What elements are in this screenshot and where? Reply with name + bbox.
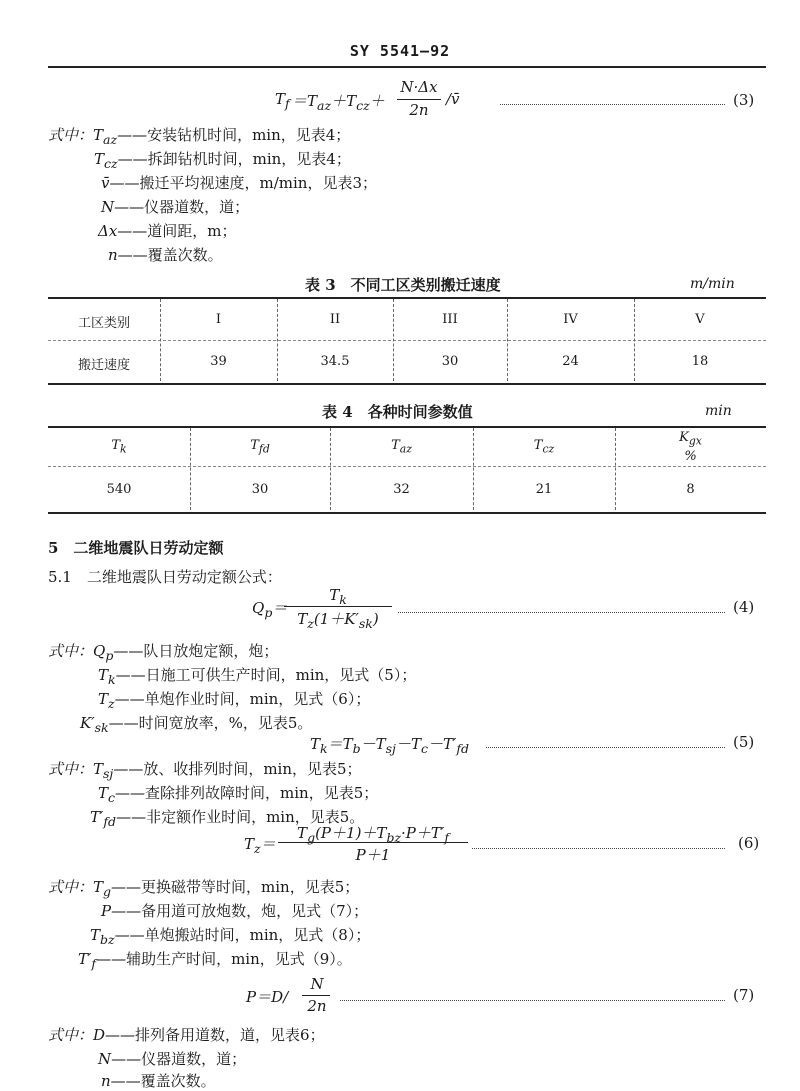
table4-cell: 8 bbox=[686, 482, 695, 497]
def-t-fd: $T'_{fd}——$非定额作业时间，min，见表5。 bbox=[90, 808, 365, 829]
def-t-k: $T_k——$日施工可供生产时间，min，见式（5）； bbox=[98, 666, 417, 687]
table3-row-label: 搬迁速度 bbox=[77, 358, 130, 373]
eq5-leader bbox=[486, 747, 725, 748]
eq3-number: (3) bbox=[733, 91, 755, 109]
eq3-terms: $=T_{az}+T_{cz}+$ bbox=[292, 92, 385, 113]
def-d: 式中：D——排列备用道数，道，见表6； bbox=[48, 1026, 325, 1044]
eq6-numerator: $T_g(P+1)+T_{bz}\cdot P+T'_f$ bbox=[297, 824, 449, 845]
eq4-leader bbox=[398, 612, 725, 613]
table4-cell: 32 bbox=[393, 482, 410, 497]
table3-caption: 表 3 不同工区类别搬迁速度 bbox=[305, 276, 501, 294]
table3-unit: m/min bbox=[690, 276, 735, 292]
table4-caption: 表 4 各种时间参数值 bbox=[322, 403, 473, 421]
def-t-sj: 式中：$T_{sj}——$放、收排列时间，min，见表5； bbox=[48, 760, 362, 781]
def-t-c: $T_c——$查除排列故障时间，min，见表5； bbox=[98, 784, 379, 805]
table4-header: $T_{az}$ bbox=[391, 438, 412, 456]
def-n-coverage-2: n——覆盖次数。 bbox=[101, 1072, 216, 1090]
eq5-body: $T_k=T_b-T_{sj}-T_c-T'_{fd}$ bbox=[310, 735, 470, 756]
section-5-1-heading: 5.1 二维地震队日劳动定额公式： bbox=[48, 568, 282, 586]
table3-mid-rule bbox=[48, 340, 766, 341]
def-t-bz: $T_{bz}——$单炮搬站时间，min，见式（8）； bbox=[90, 926, 371, 947]
table4-unit: min bbox=[705, 403, 732, 419]
def-t-z: $T_z——$单炮作业时间，min，见式（6）； bbox=[98, 690, 371, 711]
eq6-fraction-bar bbox=[278, 842, 468, 843]
eq7-numerator: N bbox=[310, 975, 324, 993]
def-q-p: 式中：$Q_p——$队日放炮定额，炮； bbox=[48, 642, 279, 663]
eq7-number: (7) bbox=[733, 986, 755, 1004]
table4-cell: 30 bbox=[251, 482, 269, 497]
eq6-number: (6) bbox=[738, 834, 760, 852]
def-t-f: $T'_f——$辅助生产时间，min，见式（9）。 bbox=[78, 950, 352, 971]
eq7-leader bbox=[340, 1000, 725, 1001]
table3-cell: 34.5 bbox=[320, 354, 350, 369]
eq7-lhs: P＝D/ bbox=[246, 988, 289, 1006]
section-5-title: 5 二维地震队日劳动定额 bbox=[48, 539, 224, 557]
table3-cell: 24 bbox=[562, 354, 579, 369]
def-p: P——备用道可放炮数，炮，见式（7）； bbox=[101, 902, 369, 920]
eq4-denominator: $T_z(1+K'_{sk})$ bbox=[297, 610, 379, 631]
def-n-channels: N——仪器道数，道； bbox=[101, 198, 250, 216]
eq3-leader bbox=[500, 104, 725, 105]
eq4-number: (4) bbox=[733, 598, 755, 616]
eq6-denominator: P＋1 bbox=[355, 846, 391, 864]
table4-header: $T_{fd}$ bbox=[250, 438, 270, 456]
eq3-denominator: 2n bbox=[409, 101, 429, 119]
table4-cell: 21 bbox=[535, 482, 553, 497]
table4-cell: 540 bbox=[106, 482, 132, 497]
table4-header: $T_{cz}$ bbox=[533, 438, 555, 456]
def-dx: Δx——道间距，m； bbox=[98, 222, 237, 240]
eq6-leader bbox=[472, 848, 725, 849]
table3-row-label: 工区类别 bbox=[77, 316, 130, 331]
table3-cell: 18 bbox=[691, 354, 709, 369]
table3-col-header: IV bbox=[563, 312, 578, 327]
eq4-numerator: $T_k$ bbox=[329, 586, 347, 607]
table4-header: $T_k$ bbox=[111, 438, 127, 456]
eq4-fraction-bar bbox=[284, 606, 392, 607]
eq6-lhs: $T_z=$ bbox=[244, 835, 276, 856]
def-n-coverage: n——覆盖次数。 bbox=[108, 246, 223, 264]
def-k-sk: $K'_{sk}——$时间宽放率，%，见表5。 bbox=[80, 714, 313, 735]
eq3-tail: /v̄ bbox=[446, 90, 460, 108]
eq7-denominator: 2n bbox=[307, 997, 327, 1015]
document-code: SY 5541—92 bbox=[349, 42, 451, 60]
table4-header: $K_{gx}$ % bbox=[679, 430, 702, 464]
table3-col-header: I bbox=[215, 312, 222, 327]
eq3-numerator: N·Δx bbox=[400, 78, 438, 96]
eq3-fraction-bar bbox=[397, 99, 441, 100]
table3-col-header: V bbox=[695, 312, 705, 327]
table3-col-header: III bbox=[442, 312, 458, 327]
def-n-channels-2: N——仪器道数，道； bbox=[98, 1050, 247, 1068]
table3-cell: 30 bbox=[441, 354, 459, 369]
def-t-cz: $T_{cz}——$拆卸钻机时间，min，见表4； bbox=[94, 150, 351, 171]
eq7-fraction-bar bbox=[302, 995, 330, 996]
def-t-az: 式中：$T_{az}——$安装钻机时间，min，见表4； bbox=[48, 126, 351, 147]
table4-mid-rule bbox=[48, 466, 766, 467]
def-v: v̄——搬迁平均视速度，m/min，见表3； bbox=[101, 174, 377, 192]
table3-col-header: II bbox=[329, 312, 341, 327]
eq3-lhs: $T_f$ bbox=[275, 90, 290, 111]
header-rule bbox=[48, 66, 766, 68]
def-t-g: 式中：$T_g——$更换磁带等时间，min，见表5； bbox=[48, 878, 360, 899]
eq4-lhs: $Q_p=$ bbox=[252, 599, 288, 620]
table3-cell: 39 bbox=[210, 354, 227, 369]
eq5-number: (5) bbox=[733, 733, 755, 751]
